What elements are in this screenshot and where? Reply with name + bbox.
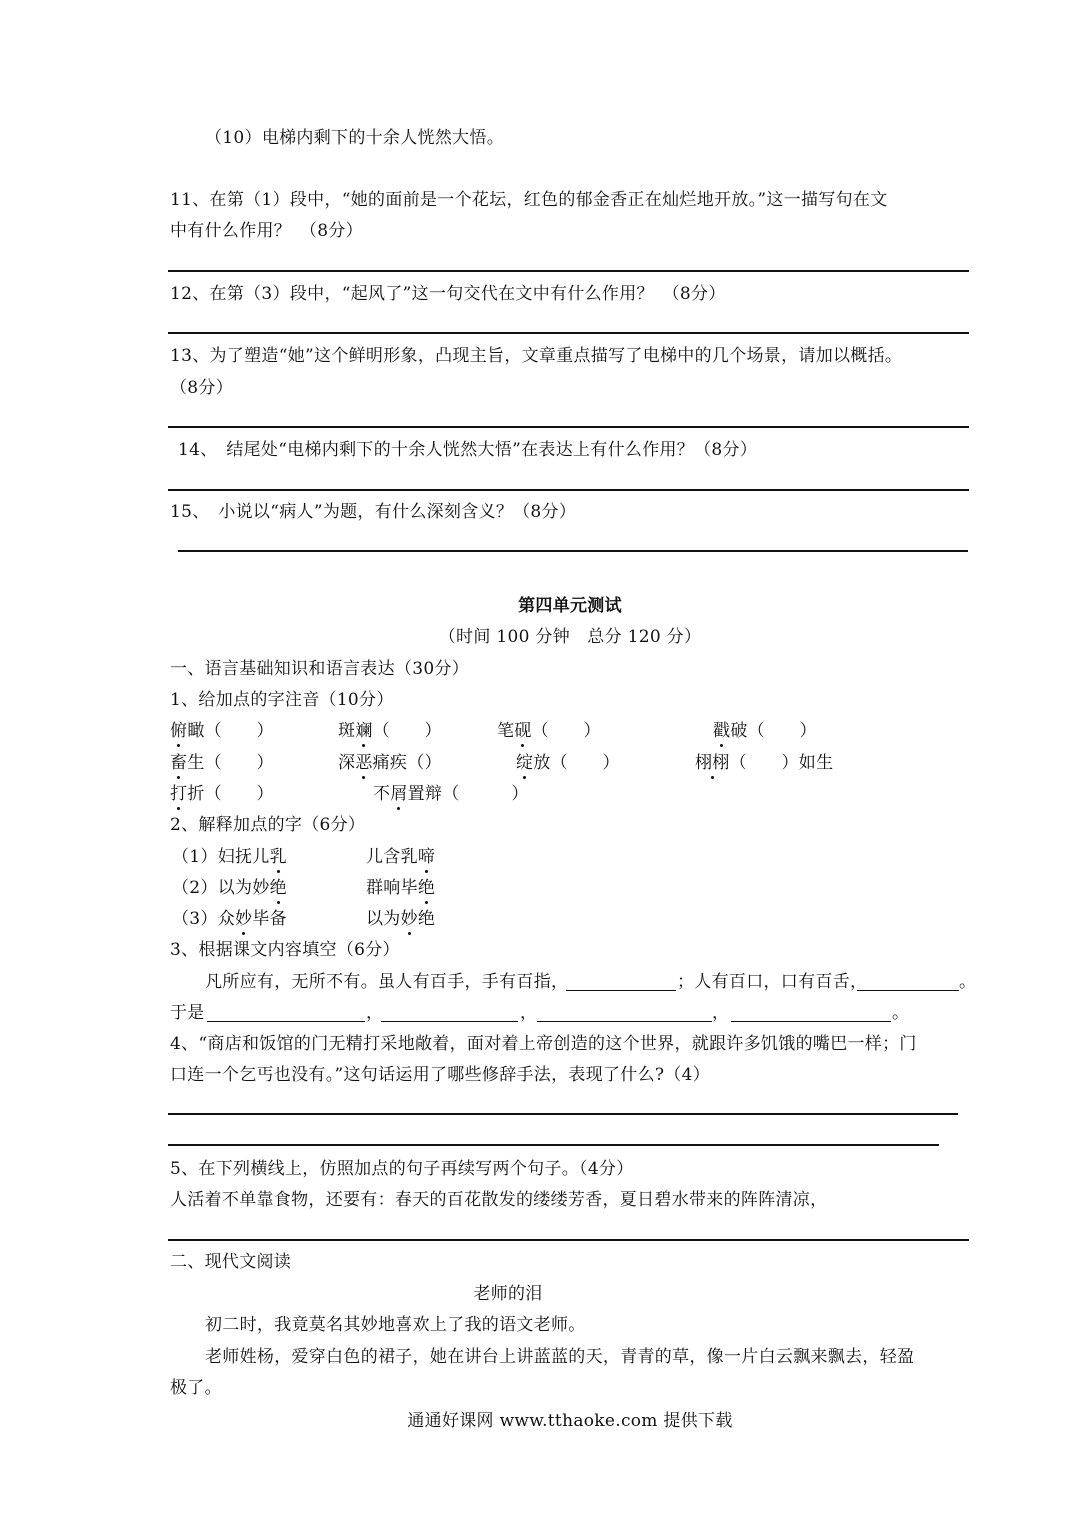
explain-item: （3）众妙毕备 <box>172 909 287 929</box>
answer-line-14 <box>168 489 969 491</box>
comma: ， <box>712 1003 730 1023</box>
fill-blank[interactable] <box>207 1021 365 1022</box>
dotted-char: 戳 <box>713 721 731 741</box>
question-2: 2、解释加点的字（6分） <box>170 815 366 835</box>
dotted-char: 妙 <box>400 909 418 929</box>
question-13-line1: 13、为了塑造“她”这个鲜明形象，凸现主旨，文章重点描写了电梯中的几个场景，请加以概括。 <box>170 346 903 366</box>
fill-blank[interactable] <box>857 990 959 991</box>
question-3: 3、根据课文内容填空（6分） <box>170 940 400 960</box>
dotted-char: 恶 <box>355 753 373 773</box>
explain-item: （1）妇抚儿乳 <box>172 847 287 867</box>
question-15: 15、 小说以“病人”为题，有什么深刻含义？（8分） <box>170 502 577 522</box>
comma: ， <box>520 1003 538 1023</box>
fill-blank[interactable] <box>537 1021 712 1022</box>
answer-line-4a <box>168 1113 958 1115</box>
part1-heading: 一、语言基础知识和语言表达（30分） <box>170 659 470 679</box>
question-5-text: 人活着不单靠食物，还要有：春天的百花散发的缕缕芳香，夏日碧水带来的阵阵清凉， <box>170 1190 828 1210</box>
pinyin-item: 绽放（ ） <box>516 753 620 773</box>
period: 。 <box>892 1003 910 1023</box>
pinyin-item: 不屑置辩（ ） <box>373 784 529 804</box>
question-14: 14、 结尾处“电梯内剩下的十余人恍然大悟”在表达上有什么作用？（8分） <box>178 440 758 460</box>
text-line-10: （10）电梯内剩下的十余人恍然大悟。 <box>205 128 505 148</box>
part2-heading: 二、现代文阅读 <box>170 1252 292 1272</box>
pinyin-item: 俯瞰（ ） <box>170 721 274 741</box>
article-paragraph-2-line2: 极了。 <box>170 1378 222 1398</box>
fill-text: 凡所应有，无所不有。虽人有百手，手有百指， <box>205 972 569 992</box>
dotted-char: 畜 <box>170 753 188 773</box>
fill-blank[interactable] <box>731 1021 891 1022</box>
pinyin-item: 打折（ ） <box>170 784 274 804</box>
unit-title: 第四单元测试 <box>518 596 622 616</box>
fill-text: 。 <box>959 972 977 992</box>
article-paragraph-2-line1: 老师姓杨，爱穿白色的裙子，她在讲台上讲蓝蓝的天，青青的草，像一片白云飘来飘去，轻盈 <box>205 1347 915 1367</box>
article-title: 老师的泪 <box>473 1284 543 1304</box>
question-13-line2: （8分） <box>170 378 234 398</box>
explain-item: 儿含乳啼 <box>366 847 436 867</box>
question-4-line1: 4、“商店和饭馆的门无精打采地敞着，面对着上帝创造的这个世界，就跟许多饥饿的嘴巴一样；门 <box>170 1034 917 1054</box>
dotted-char: 妙 <box>235 909 253 929</box>
fill-text: ；人有百口，口有百舌， <box>677 972 868 992</box>
pinyin-item: 深恶痛疾（） <box>338 753 442 773</box>
answer-line-12 <box>168 332 969 334</box>
dotted-char: 打 <box>170 784 188 804</box>
answer-line-5 <box>168 1239 969 1241</box>
question-11-line1: 11、在第（1）段中，“她的面前是一个花坛，红色的郁金香正在灿烂地开放。”这一描写句在文 <box>170 190 888 210</box>
answer-line-15 <box>178 550 968 552</box>
dotted-char: 啼 <box>417 847 436 867</box>
dotted-char: 乳 <box>269 847 287 867</box>
fill-text: 于是 <box>170 1003 205 1023</box>
answer-line-13 <box>168 426 969 428</box>
pinyin-item: 栩栩（ ）如生 <box>695 753 834 773</box>
page-footer: 通通好课网 www.tthaoke.com 提供下载 <box>407 1411 733 1431</box>
answer-line-4b <box>168 1144 939 1146</box>
pinyin-item: 斑斓（ ） <box>338 721 442 741</box>
article-paragraph-1: 初二时，我竟莫名其妙地喜欢上了我的语文老师。 <box>205 1315 586 1335</box>
pinyin-item: 畜生（ ） <box>170 753 274 773</box>
dotted-char: 斓 <box>355 721 373 741</box>
dotted-char: 俯 <box>170 721 188 741</box>
dotted-char: 绝 <box>269 878 287 898</box>
dotted-char: 屑 <box>390 784 408 804</box>
dotted-char: 栩栩 <box>695 753 730 773</box>
explain-item: 群响毕绝 <box>366 878 436 898</box>
comma: ， <box>366 1003 384 1023</box>
dotted-char: 绽 <box>516 753 534 773</box>
unit-subtitle: （时间 100 分钟 总分 120 分） <box>438 627 702 647</box>
question-12: 12、在第（3）段中，“起风了”这一句交代在文中有什么作用？ （8分） <box>170 284 726 304</box>
question-4-line2: 口连一个乞丐也没有。”这句话运用了哪些修辞手法，表现了什么?（4） <box>170 1065 711 1085</box>
pinyin-item: 戳破（ ） <box>713 721 817 741</box>
pinyin-item: 笔砚（ ） <box>497 721 601 741</box>
fill-blank[interactable] <box>566 990 676 991</box>
dotted-char: 砚 <box>514 721 532 741</box>
fill-blank[interactable] <box>381 1021 518 1022</box>
question-11-line2: 中有什么作用？ （8分） <box>170 221 363 241</box>
dotted-char: 绝 <box>417 878 436 898</box>
explain-item: （2）以为妙绝 <box>172 878 287 898</box>
answer-line-11 <box>168 270 969 272</box>
question-5: 5、在下列横线上，仿照加点的句子再续写两个句子。（4分） <box>170 1159 634 1179</box>
question-1: 1、给加点的字注音（10分） <box>170 690 394 710</box>
explain-item: 以为妙绝 <box>366 909 436 929</box>
